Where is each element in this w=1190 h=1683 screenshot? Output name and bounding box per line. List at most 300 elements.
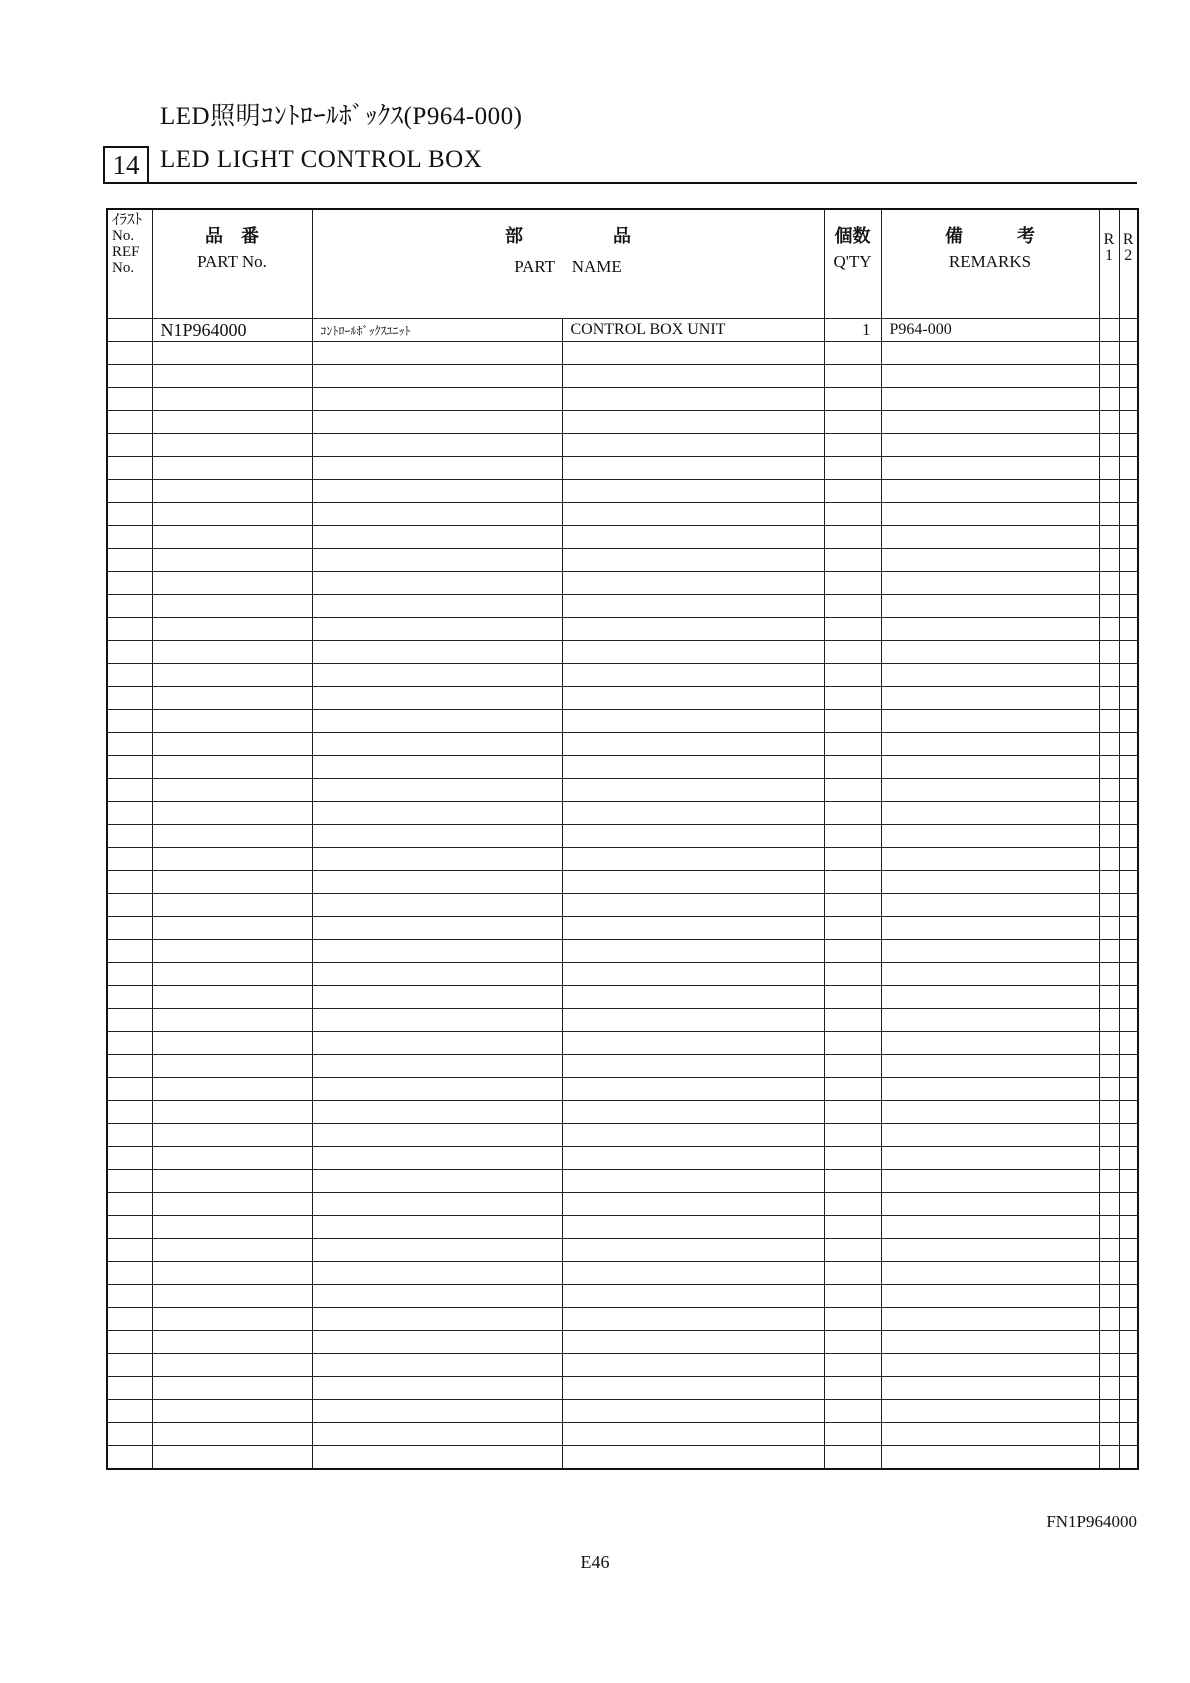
cell-remarks: [881, 917, 1099, 940]
cell-r2: [1119, 549, 1138, 572]
col-header-part-name: [312, 209, 824, 319]
cell-r2: [1119, 1308, 1138, 1331]
cell-r2: [1119, 802, 1138, 825]
cell-part-name-en: [562, 871, 824, 894]
cell-ref-no: [107, 1055, 152, 1078]
cell-qty: [824, 710, 881, 733]
cell-ref-no: [107, 1377, 152, 1400]
cell-part-name-jp: [312, 1331, 562, 1354]
cell-ref-no: [107, 526, 152, 549]
cell-part-no: [152, 526, 312, 549]
cell-ref-no: [107, 1101, 152, 1124]
cell-remarks: [881, 825, 1099, 848]
cell-part-no: [152, 572, 312, 595]
table-row-empty: [107, 1078, 1138, 1101]
cell-part-no: [152, 687, 312, 710]
cell-part-name-en: [562, 1262, 824, 1285]
cell-part-name-jp: [312, 986, 562, 1009]
cell-part-name-en: [562, 802, 824, 825]
cell-part-name-en: [562, 1009, 824, 1032]
cell-part-name-jp: [312, 871, 562, 894]
cell-r1: [1099, 894, 1119, 917]
cell-r1: [1099, 526, 1119, 549]
table-row-empty: [107, 1400, 1138, 1423]
table-row-empty: [107, 664, 1138, 687]
cell-r1: [1099, 664, 1119, 687]
cell-part-name-en: [562, 1170, 824, 1193]
cell-part-name-jp: [312, 457, 562, 480]
cell-r2: [1119, 1285, 1138, 1308]
cell-remarks: [881, 503, 1099, 526]
cell-remarks: [881, 434, 1099, 457]
cell-part-name-en: [562, 1239, 824, 1262]
cell-ref-no: [107, 917, 152, 940]
cell-qty: [824, 733, 881, 756]
cell-r2: [1119, 595, 1138, 618]
cell-r2: [1119, 940, 1138, 963]
table-row-empty: [107, 1009, 1138, 1032]
table-row-empty: [107, 733, 1138, 756]
cell-ref-no: [107, 572, 152, 595]
cell-qty: 1: [824, 319, 881, 342]
cell-part-name-en: [562, 572, 824, 595]
cell-remarks: [881, 779, 1099, 802]
cell-part-no: [152, 1377, 312, 1400]
cell-r1: [1099, 1446, 1119, 1470]
table-row: [107, 319, 1138, 342]
col-header-r2: [1119, 209, 1138, 319]
cell-ref-no: [107, 1423, 152, 1446]
cell-part-name-en: [562, 664, 824, 687]
cell-remarks: [881, 1285, 1099, 1308]
cell-r2: [1119, 1354, 1138, 1377]
cell-ref-no: [107, 1331, 152, 1354]
cell-r2: [1119, 1032, 1138, 1055]
cell-remarks: [881, 1262, 1099, 1285]
part-name-header-jp: 部 品: [505, 226, 631, 247]
cell-ref-no: [107, 756, 152, 779]
cell-r2: [1119, 1101, 1138, 1124]
cell-remarks: [881, 986, 1099, 1009]
cell-part-name-en: [562, 733, 824, 756]
cell-part-name-en: [562, 1124, 824, 1147]
cell-ref-no: [107, 595, 152, 618]
cell-remarks: [881, 733, 1099, 756]
cell-part-name-jp: [312, 802, 562, 825]
table-row-empty: [107, 1147, 1138, 1170]
cell-part-name-en: [562, 1285, 824, 1308]
cell-part-no: [152, 618, 312, 641]
cell-r2: [1119, 1239, 1138, 1262]
cell-r1: [1099, 1009, 1119, 1032]
cell-part-no: [152, 480, 312, 503]
cell-part-no: [152, 365, 312, 388]
cell-r2: [1119, 1009, 1138, 1032]
cell-part-name-en: [562, 641, 824, 664]
cell-part-name-en: [562, 526, 824, 549]
cell-ref-no: [107, 342, 152, 365]
cell-r1: [1099, 434, 1119, 457]
cell-r1: [1099, 1308, 1119, 1331]
cell-ref-no: [107, 779, 152, 802]
cell-qty: [824, 1446, 881, 1470]
cell-part-no: [152, 1400, 312, 1423]
cell-r2: [1119, 1055, 1138, 1078]
cell-part-name-jp: [312, 1009, 562, 1032]
cell-part-no: [152, 1055, 312, 1078]
cell-qty: [824, 1009, 881, 1032]
cell-part-name-jp: [312, 963, 562, 986]
cell-qty: [824, 1170, 881, 1193]
cell-ref-no: [107, 618, 152, 641]
cell-part-name-jp: [312, 940, 562, 963]
cell-part-name-en: [562, 365, 824, 388]
table-row-empty: [107, 1331, 1138, 1354]
cell-part-no: [152, 1124, 312, 1147]
cell-part-no: [152, 986, 312, 1009]
cell-remarks: [881, 1400, 1099, 1423]
cell-ref-no: [107, 1262, 152, 1285]
table-row-empty: [107, 1193, 1138, 1216]
cell-remarks: [881, 618, 1099, 641]
cell-r1: [1099, 779, 1119, 802]
cell-part-name-jp: [312, 1124, 562, 1147]
cell-remarks: [881, 526, 1099, 549]
cell-r1: [1099, 825, 1119, 848]
table-row-empty: [107, 1124, 1138, 1147]
cell-r1: [1099, 1147, 1119, 1170]
table-row-empty: [107, 1101, 1138, 1124]
cell-remarks: [881, 549, 1099, 572]
cell-part-no: [152, 1239, 312, 1262]
cell-part-no: [152, 1308, 312, 1331]
cell-part-name-en: [562, 963, 824, 986]
table-row-empty: [107, 388, 1138, 411]
col-header-part-no: [152, 209, 312, 319]
cell-qty: [824, 503, 881, 526]
table-row-empty: [107, 480, 1138, 503]
cell-part-no: [152, 963, 312, 986]
cell-r1: [1099, 848, 1119, 871]
cell-qty: [824, 1423, 881, 1446]
cell-part-no: [152, 940, 312, 963]
cell-remarks: [881, 963, 1099, 986]
cell-ref-no: [107, 549, 152, 572]
cell-remarks: [881, 664, 1099, 687]
cell-part-name-en: [562, 1055, 824, 1078]
cell-qty: [824, 365, 881, 388]
cell-r2: [1119, 871, 1138, 894]
cell-r2: [1119, 411, 1138, 434]
cell-qty: [824, 1400, 881, 1423]
cell-part-no: [152, 1423, 312, 1446]
table-row-empty: [107, 802, 1138, 825]
cell-r1: [1099, 733, 1119, 756]
cell-remarks: [881, 1193, 1099, 1216]
cell-qty: [824, 779, 881, 802]
cell-remarks: [881, 1147, 1099, 1170]
cell-r1: [1099, 917, 1119, 940]
cell-part-no: [152, 756, 312, 779]
cell-ref-no: [107, 1170, 152, 1193]
cell-remarks: [881, 1446, 1099, 1470]
cell-remarks: [881, 365, 1099, 388]
cell-part-name-jp: [312, 411, 562, 434]
cell-remarks: [881, 1170, 1099, 1193]
cell-part-no: [152, 595, 312, 618]
cell-ref-no: [107, 802, 152, 825]
cell-r1: [1099, 1262, 1119, 1285]
cell-qty: [824, 1078, 881, 1101]
cell-r2: [1119, 733, 1138, 756]
cell-r1: [1099, 1055, 1119, 1078]
document-code: FN1P964000: [1046, 1512, 1137, 1531]
cell-part-no: [152, 1032, 312, 1055]
parts-list-table: [106, 208, 1139, 1470]
ref-header-line-4: No.: [112, 260, 135, 276]
cell-r2: [1119, 1124, 1138, 1147]
cell-r2: [1119, 572, 1138, 595]
part-name-header-en: PART NAME: [514, 257, 622, 276]
cell-remarks: [881, 1354, 1099, 1377]
cell-r1: [1099, 1400, 1119, 1423]
cell-part-name-en: [562, 434, 824, 457]
cell-part-no: [152, 641, 312, 664]
cell-remarks: [881, 1009, 1099, 1032]
table-row-empty: [107, 1285, 1138, 1308]
cell-part-no: [152, 1216, 312, 1239]
cell-r1: [1099, 480, 1119, 503]
cell-part-no: [152, 1170, 312, 1193]
cell-part-name-jp: [312, 733, 562, 756]
cell-r2: [1119, 825, 1138, 848]
cell-qty: [824, 572, 881, 595]
cell-r1: [1099, 710, 1119, 733]
cell-part-no: [152, 1331, 312, 1354]
cell-part-name-en: [562, 1331, 824, 1354]
table-row-empty: [107, 986, 1138, 1009]
cell-remarks: [881, 1239, 1099, 1262]
cell-qty: [824, 917, 881, 940]
cell-qty: [824, 1285, 881, 1308]
cell-remarks: [881, 871, 1099, 894]
cell-part-name-jp: [312, 664, 562, 687]
cell-qty: [824, 1216, 881, 1239]
cell-qty: [824, 641, 881, 664]
cell-part-no: [152, 388, 312, 411]
cell-part-no: [152, 664, 312, 687]
cell-r1: [1099, 1124, 1119, 1147]
cell-qty: [824, 618, 881, 641]
cell-part-name-jp: ｺﾝﾄﾛｰﾙﾎﾞｯｸｽﾕﾆｯﾄ: [312, 319, 562, 342]
cell-part-name-jp: [312, 848, 562, 871]
cell-r2: [1119, 388, 1138, 411]
section-number-box: 14: [103, 146, 149, 184]
cell-part-name-jp: [312, 618, 562, 641]
title-underline: [103, 182, 1137, 184]
cell-part-name-en: [562, 710, 824, 733]
cell-r2: [1119, 894, 1138, 917]
cell-part-no: [152, 1193, 312, 1216]
cell-ref-no: [107, 434, 152, 457]
cell-part-name-jp: [312, 1032, 562, 1055]
table-row-empty: [107, 1032, 1138, 1055]
cell-ref-no: [107, 687, 152, 710]
cell-r1: [1099, 1193, 1119, 1216]
table-header-row: [107, 209, 1138, 319]
cell-ref-no: [107, 1193, 152, 1216]
cell-r1: [1099, 1032, 1119, 1055]
cell-r2: [1119, 986, 1138, 1009]
cell-remarks: [881, 1032, 1099, 1055]
cell-r2: [1119, 1170, 1138, 1193]
cell-part-name-en: [562, 411, 824, 434]
cell-part-no: [152, 1101, 312, 1124]
col-header-r1: [1099, 209, 1119, 319]
cell-part-name-en: [562, 388, 824, 411]
cell-ref-no: [107, 986, 152, 1009]
cell-part-name-jp: [312, 917, 562, 940]
table-row-empty: [107, 365, 1138, 388]
cell-remarks: [881, 1423, 1099, 1446]
cell-part-name-jp: [312, 342, 562, 365]
cell-part-name-jp: [312, 1423, 562, 1446]
col-header-remarks: [881, 209, 1099, 319]
cell-r2: [1119, 756, 1138, 779]
cell-part-name-jp: [312, 365, 562, 388]
cell-ref-no: [107, 641, 152, 664]
cell-r1: [1099, 1285, 1119, 1308]
cell-part-name-jp: [312, 526, 562, 549]
cell-qty: [824, 963, 881, 986]
cell-part-no: [152, 917, 312, 940]
cell-r1: [1099, 457, 1119, 480]
cell-r1: [1099, 595, 1119, 618]
cell-r2: [1119, 1193, 1138, 1216]
cell-r1: [1099, 756, 1119, 779]
cell-ref-no: [107, 1009, 152, 1032]
cell-part-name-en: [562, 1377, 824, 1400]
cell-remarks: [881, 1331, 1099, 1354]
cell-qty: [824, 1124, 881, 1147]
cell-r2: [1119, 1423, 1138, 1446]
cell-part-name-jp: [312, 1078, 562, 1101]
ref-header-line-3: REF: [112, 244, 140, 260]
qty-header-jp: 個数: [834, 226, 871, 247]
cell-part-name-en: [562, 940, 824, 963]
cell-r1: [1099, 549, 1119, 572]
cell-part-name-jp: [312, 1193, 562, 1216]
cell-part-name-jp: [312, 1285, 562, 1308]
cell-ref-no: [107, 894, 152, 917]
cell-part-name-jp: [312, 710, 562, 733]
table-row-empty: [107, 963, 1138, 986]
cell-part-no: [152, 411, 312, 434]
cell-r1: [1099, 1377, 1119, 1400]
cell-part-no: [152, 779, 312, 802]
cell-part-name-en: [562, 687, 824, 710]
ref-header-line-2: No.: [112, 228, 135, 244]
cell-ref-no: [107, 1216, 152, 1239]
cell-part-no: [152, 733, 312, 756]
cell-r2: [1119, 1147, 1138, 1170]
cell-r2: [1119, 710, 1138, 733]
cell-r2: [1119, 1400, 1138, 1423]
cell-qty: [824, 871, 881, 894]
cell-ref-no: [107, 1032, 152, 1055]
cell-r1: [1099, 388, 1119, 411]
cell-part-name-jp: [312, 894, 562, 917]
cell-ref-no: [107, 1124, 152, 1147]
cell-remarks: [881, 848, 1099, 871]
cell-qty: [824, 1147, 881, 1170]
cell-qty: [824, 1331, 881, 1354]
cell-r1: [1099, 940, 1119, 963]
cell-part-no: [152, 549, 312, 572]
cell-ref-no: [107, 1446, 152, 1470]
cell-qty: [824, 1377, 881, 1400]
cell-ref-no: [107, 480, 152, 503]
cell-qty: [824, 687, 881, 710]
cell-r1: [1099, 871, 1119, 894]
table-row-empty: [107, 756, 1138, 779]
cell-part-name-jp: [312, 1354, 562, 1377]
cell-r2: [1119, 664, 1138, 687]
cell-part-name-en: [562, 595, 824, 618]
cell-ref-no: [107, 710, 152, 733]
cell-qty: [824, 1101, 881, 1124]
cell-part-no: [152, 1147, 312, 1170]
cell-qty: [824, 549, 881, 572]
ref-header-line-1: ｲﾗｽﾄ: [112, 212, 143, 228]
cell-remarks: [881, 687, 1099, 710]
cell-part-name-jp: [312, 388, 562, 411]
cell-part-name-en: [562, 503, 824, 526]
cell-r2: [1119, 1377, 1138, 1400]
part-no-header-en: PART No.: [197, 252, 267, 271]
cell-ref-no: [107, 388, 152, 411]
cell-r1: [1099, 365, 1119, 388]
cell-ref-no: [107, 411, 152, 434]
cell-remarks: [881, 1377, 1099, 1400]
cell-remarks: [881, 388, 1099, 411]
cell-r1: [1099, 503, 1119, 526]
cell-part-name-jp: [312, 572, 562, 595]
table-row-empty: [107, 641, 1138, 664]
cell-part-name-jp: [312, 687, 562, 710]
cell-part-name-jp: [312, 1101, 562, 1124]
cell-remarks: [881, 1124, 1099, 1147]
parts-table-body: [107, 319, 1138, 1470]
page-number: E46: [580, 1552, 610, 1572]
cell-r1: [1099, 986, 1119, 1009]
cell-r2: [1119, 1078, 1138, 1101]
cell-qty: [824, 1193, 881, 1216]
cell-part-no: [152, 1285, 312, 1308]
cell-r2: [1119, 526, 1138, 549]
cell-ref-no: [107, 1285, 152, 1308]
cell-r1: [1099, 1170, 1119, 1193]
cell-ref-no: [107, 365, 152, 388]
cell-part-no: [152, 342, 312, 365]
cell-r1: [1099, 1239, 1119, 1262]
cell-qty: [824, 342, 881, 365]
r2-header-top: R: [1122, 231, 1134, 248]
cell-part-no: [152, 434, 312, 457]
table-row-empty: [107, 1055, 1138, 1078]
cell-remarks: [881, 710, 1099, 733]
cell-part-name-en: [562, 1147, 824, 1170]
